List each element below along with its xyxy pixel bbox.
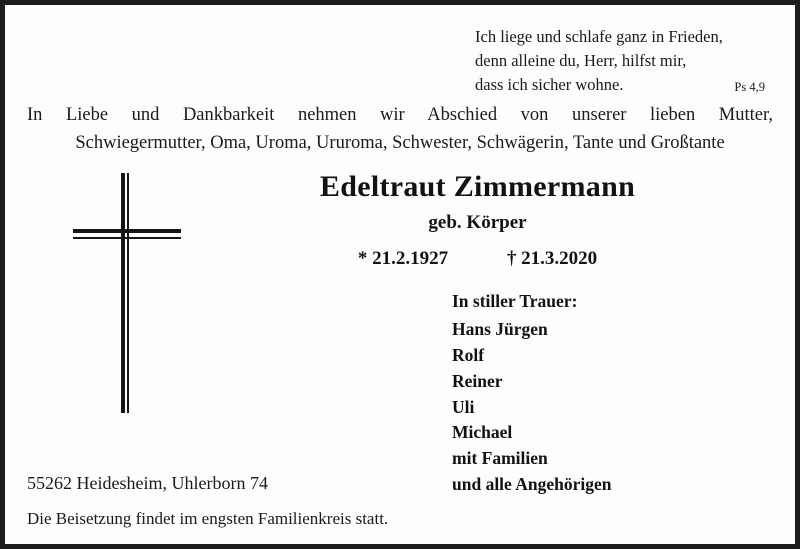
cross-vertical-bar-thin xyxy=(127,173,129,413)
intro-paragraph xyxy=(27,102,773,158)
death-date: † 21.3.2020 xyxy=(506,248,598,269)
deceased-name: Edeltraut Zimmermann xyxy=(319,170,636,203)
cross-horizontal-bar-thin xyxy=(73,237,181,239)
intro-line-1: In Liebe und Dankbarkeit nehmen wir Abschied von unserer lieben Mutter, xyxy=(27,105,773,125)
list-item: Uli xyxy=(452,396,475,417)
verse-reference: Ps 4,9 xyxy=(734,79,765,94)
mourners-block xyxy=(452,289,611,498)
verse-line-2: denn alleine du, Herr, hilfst mir, xyxy=(475,50,687,70)
verse-line-1: Ich liege und schlafe ganz in Frieden, xyxy=(475,27,723,46)
intro-line-2: Schwiegermutter, Oma, Uroma, Ururoma, Schwester, Schwägerin, Tante und Großtante xyxy=(75,132,725,153)
cross-icon xyxy=(73,173,183,413)
cross-horizontal-bar xyxy=(73,229,181,233)
list-item: mit Familien xyxy=(452,448,548,469)
birth-date: * 21.2.1927 xyxy=(357,248,449,269)
mourners-heading: In stiller Trauer: xyxy=(452,291,578,311)
deceased-maiden-name: geb. Körper xyxy=(428,212,527,233)
list-item: Hans Jürgen xyxy=(452,318,548,339)
verse-line-3: dass ich sicher wohne. xyxy=(475,74,624,94)
address-line: 55262 Heidesheim, Uhlerborn 74 xyxy=(27,473,268,493)
list-item: Reiner xyxy=(452,370,503,391)
list-item: Rolf xyxy=(452,344,485,365)
funeral-note: Die Beisetzung findet im engsten Familienkreis statt. xyxy=(27,509,389,528)
deceased-dates xyxy=(190,248,765,270)
obituary-content xyxy=(5,5,795,544)
cross-vertical-bar xyxy=(121,173,125,413)
list-item: und alle Angehörigen xyxy=(452,474,612,495)
deceased-block xyxy=(190,170,765,270)
bible-verse xyxy=(475,25,765,97)
verse-line-3-row xyxy=(475,73,765,97)
list-item: Michael xyxy=(452,422,513,443)
